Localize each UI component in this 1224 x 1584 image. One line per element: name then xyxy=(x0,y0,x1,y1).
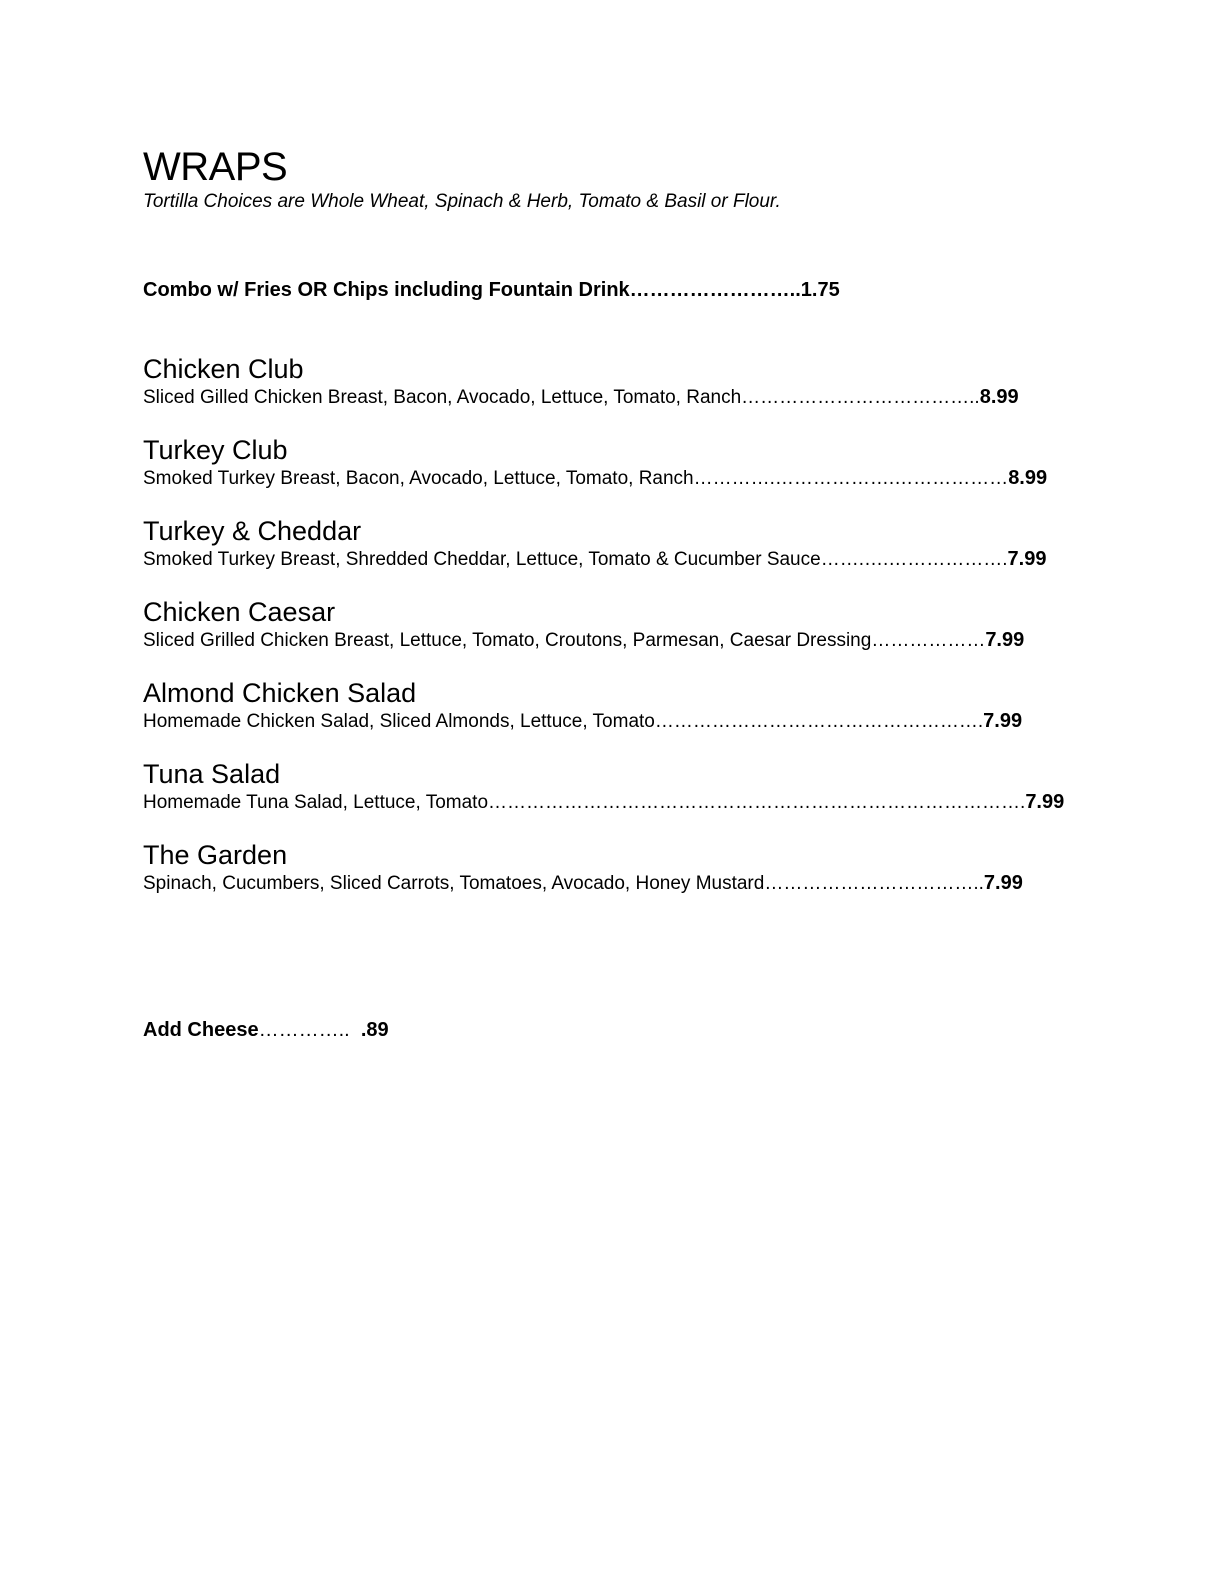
item-description: Homemade Chicken Salad, Sliced Almonds, Lettuce, Tomato xyxy=(143,711,655,732)
menu-item xyxy=(143,759,1083,840)
combo-offer xyxy=(143,278,1083,302)
addon-price: .89 xyxy=(360,1019,389,1041)
item-leader: ……………………………………………. xyxy=(654,711,984,732)
menu-item xyxy=(143,597,1083,678)
menu-item xyxy=(143,840,1083,921)
menu-item xyxy=(143,354,1083,435)
item-line xyxy=(143,628,1083,653)
combo-price: 1.75 xyxy=(800,279,840,301)
item-description: Homemade Tuna Salad, Lettuce, Tomato xyxy=(143,792,489,813)
combo-leader: …………………….. xyxy=(629,279,801,301)
menu-item xyxy=(143,516,1083,597)
item-leader: ……………………………….. xyxy=(741,387,980,408)
item-description: Smoked Turkey Breast, Bacon, Avocado, Lettuce, Tomato, Ranch xyxy=(143,468,694,489)
item-description: Sliced Gilled Chicken Breast, Bacon, Avocado, Lettuce, Tomato, Ranch xyxy=(143,387,742,408)
addon-leader: ………….. xyxy=(258,1019,350,1041)
item-name: Tuna Salad xyxy=(143,759,281,789)
item-name: The Garden xyxy=(143,840,288,870)
item-price: 7.99 xyxy=(983,710,1023,732)
menu-page xyxy=(143,145,1083,1042)
item-line xyxy=(143,466,1083,491)
item-line xyxy=(143,709,1083,734)
item-line xyxy=(143,790,1083,815)
menu-item xyxy=(143,678,1083,759)
item-name: Chicken Club xyxy=(143,354,304,384)
item-name: Turkey Club xyxy=(143,435,288,465)
page-title: WRAPS xyxy=(143,145,288,189)
item-price: 8.99 xyxy=(979,386,1019,408)
item-name: Turkey & Cheddar xyxy=(143,516,362,546)
item-price: 8.99 xyxy=(1008,467,1048,489)
menu-item xyxy=(143,435,1083,516)
page-subtitle: Tortilla Choices are Whole Wheat, Spinach & Herb, Tomato & Basil or Flour. xyxy=(143,191,781,212)
item-leader: ……………… xyxy=(871,630,986,651)
item-line xyxy=(143,871,1083,896)
addon-label: Add Cheese xyxy=(143,1019,259,1041)
item-leader: …………………………………………………………………………. xyxy=(488,792,1026,813)
item-description: Smoked Turkey Breast, Shredded Cheddar, Lettuce, Tomato & Cucumber Sauce xyxy=(143,549,821,570)
item-price: 7.99 xyxy=(1007,548,1047,570)
item-leader: …….….………………. xyxy=(820,549,1008,570)
item-leader: …………………………….. xyxy=(764,873,984,894)
item-description: Sliced Grilled Chicken Breast, Lettuce, Tomato, Croutons, Parmesan, Caesar Dressing xyxy=(143,630,872,651)
menu-list xyxy=(143,354,1083,921)
item-leader: ………….……………….……………… xyxy=(693,468,1009,489)
item-name: Chicken Caesar xyxy=(143,597,336,627)
item-line xyxy=(143,547,1083,572)
item-price: 7.99 xyxy=(983,872,1023,894)
item-price: 7.99 xyxy=(1025,791,1065,813)
item-description: Spinach, Cucumbers, Sliced Carrots, Tomatoes, Avocado, Honey Mustard xyxy=(143,873,765,894)
addon-cheese xyxy=(143,1018,1083,1042)
item-line xyxy=(143,385,1083,410)
item-name: Almond Chicken Salad xyxy=(143,678,417,708)
combo-label: Combo w/ Fries OR Chips including Fountain Drink xyxy=(143,279,630,301)
item-price: 7.99 xyxy=(985,629,1025,651)
